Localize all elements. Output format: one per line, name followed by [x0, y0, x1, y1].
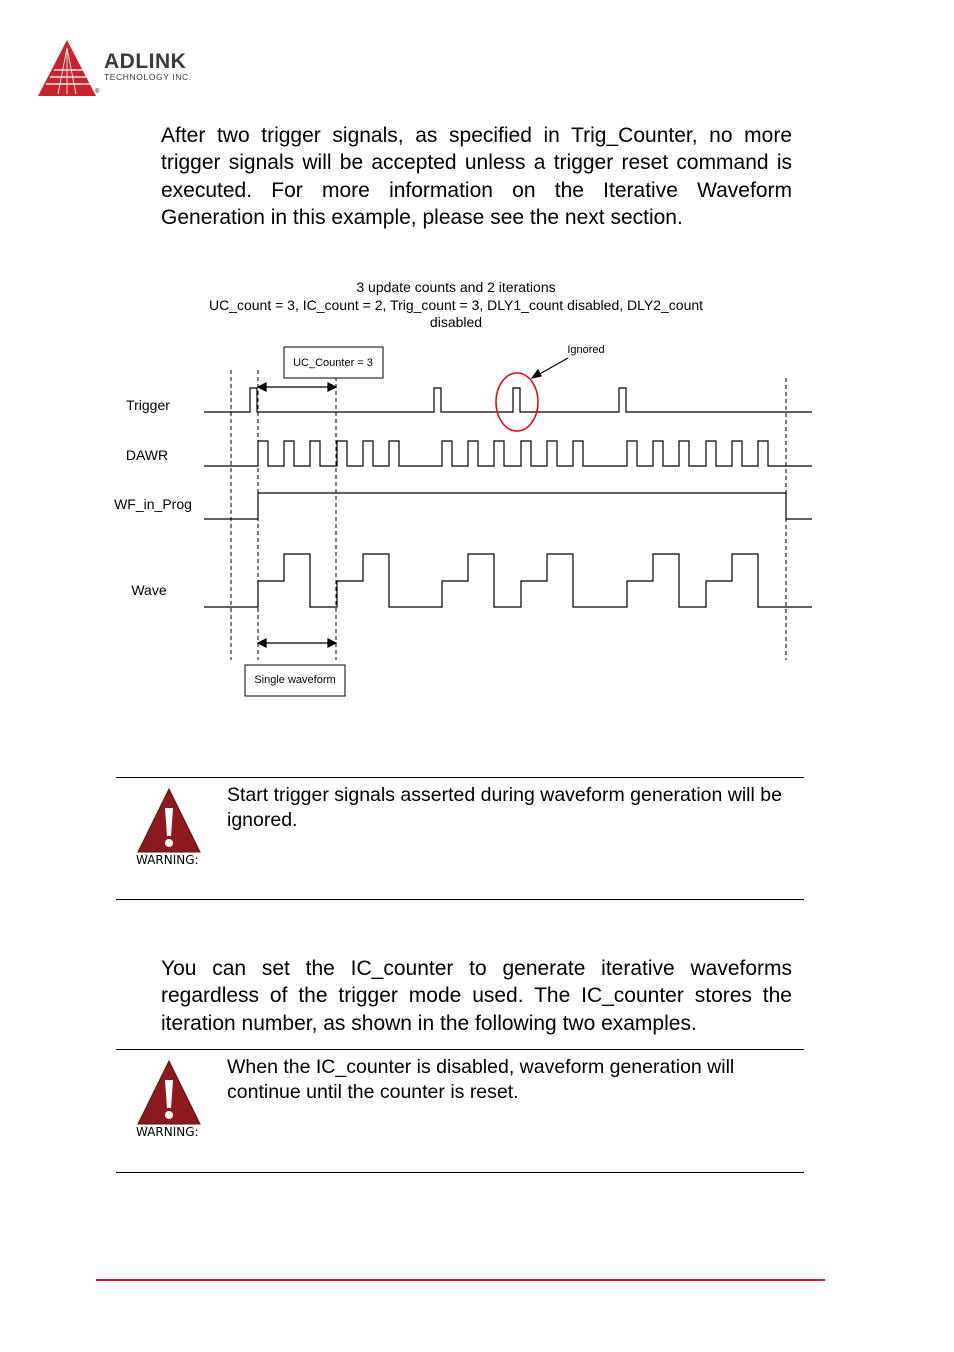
warning-2-bottom-rule: [116, 1172, 804, 1173]
ignored-arrow: [532, 358, 568, 378]
warning-1-top-rule: [116, 777, 804, 778]
timing-diagram: [0, 270, 954, 710]
adlink-triangle-icon: [38, 38, 102, 98]
ignored-trigger-circle: [496, 373, 538, 431]
adlink-logo: [38, 38, 238, 98]
uc-counter-arrow: [258, 383, 336, 391]
trigger-waveform: [204, 388, 812, 412]
wf-in-prog-waveform: [204, 493, 812, 519]
single-waveform-callout-text: Single waveform: [254, 674, 336, 686]
wave-waveform: [204, 554, 812, 607]
warning-1-bottom-rule: [116, 899, 804, 900]
logo-subtitle: TECHNOLOGY INC.: [104, 72, 192, 82]
signal-label-wave: Wave: [131, 582, 167, 598]
footer-rule: [96, 1279, 825, 1281]
logo-wordmark: ADLINK: [104, 50, 187, 73]
ic-counter-paragraph: You can set the IC_counter to generate iterative waveforms regardless of the trigger mode used. The IC_counter stores the iteration number, as shown in the following two examples.: [161, 957, 792, 1035]
warning-1-text: Start trigger signals asserted during waveform generation will be ignored.: [227, 784, 782, 831]
ignored-callout-text: Ignored: [567, 344, 605, 356]
warning-2-top-rule: [116, 1049, 804, 1050]
intro-paragraph: After two trigger signals, as specified in Trig_Counter, no more trigger signals will be accepted unless a trigger reset command is executed. For more information on the Iterative Waveform Generation in this example, please see the next section.: [161, 124, 792, 229]
diagram-title-line-3: disabled: [429, 314, 483, 330]
registered-mark: ®: [95, 89, 100, 95]
signal-label-wf-in-prog: WF_in_Prog: [114, 496, 192, 512]
diagram-title-line-1: 3 update counts and 2 iterations: [356, 279, 556, 295]
warning-2-text: When the IC_counter is disabled, waveform generation will continue until the counter is reset.: [227, 1056, 735, 1103]
signal-label-dawr: DAWR: [125, 447, 169, 463]
dawr-waveform: [204, 441, 812, 466]
diagram-title-line-2: UC_count = 3, IC_count = 2, Trig_count = 3, DLY1_count disabled, DLY2_count: [208, 297, 704, 313]
warning-1-label: WARNING:: [136, 853, 199, 867]
warning-2-label: WARNING:: [136, 1125, 199, 1139]
uc-counter-callout-text: UC_Counter = 3: [293, 357, 373, 369]
signal-label-trigger: Trigger: [126, 397, 170, 413]
single-waveform-arrow: [258, 639, 336, 647]
